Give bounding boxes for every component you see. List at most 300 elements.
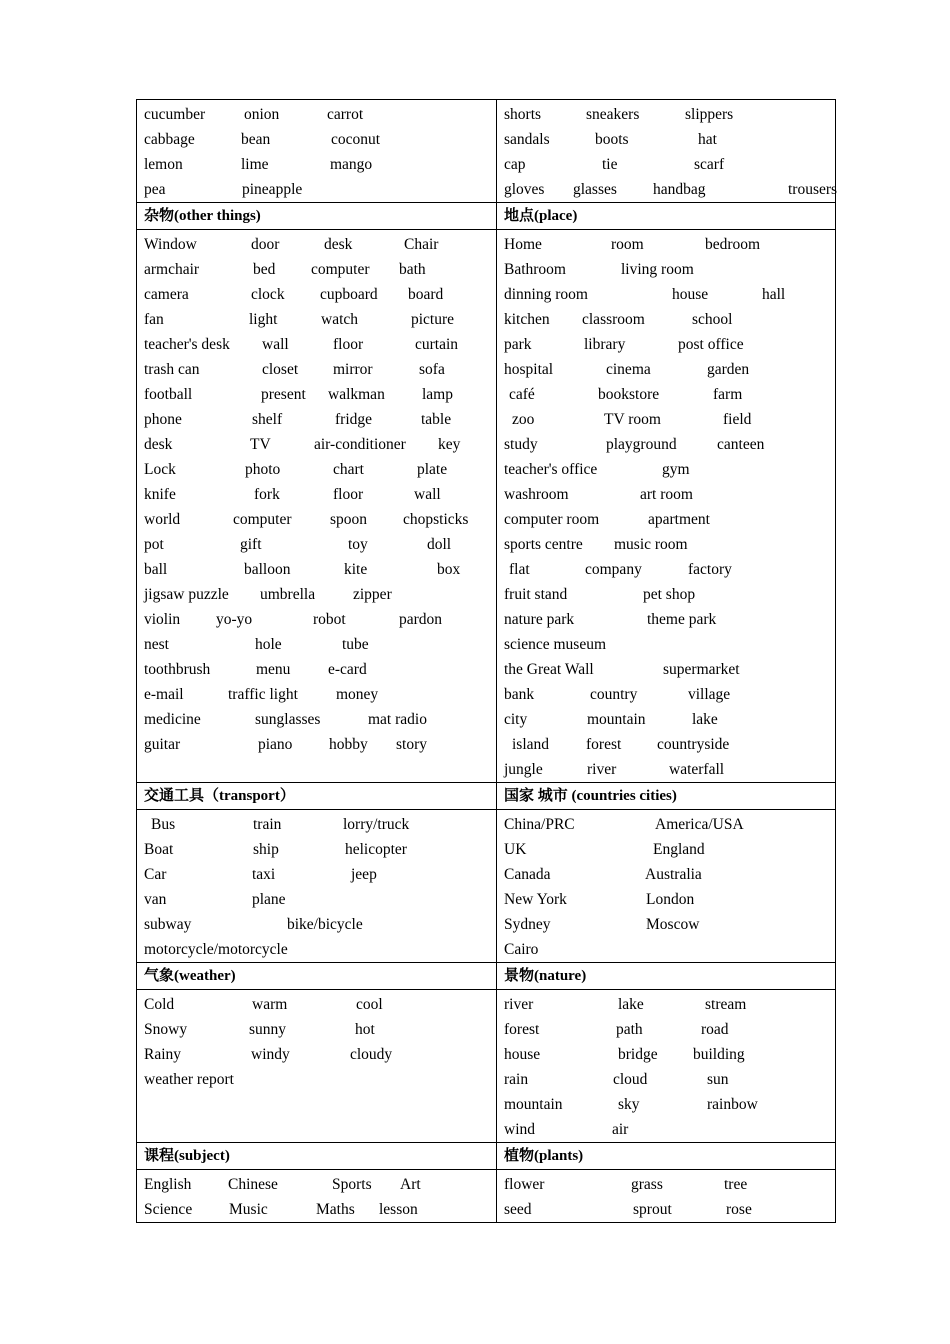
- word-computer: computer: [233, 511, 292, 528]
- word-school: school: [692, 311, 733, 328]
- word-plane: plane: [252, 891, 286, 908]
- word-slippers: slippers: [685, 106, 734, 123]
- right-word-list: [496, 230, 835, 782]
- word-line: [144, 307, 496, 332]
- word-menu: menu: [256, 661, 291, 678]
- word-computer: computer: [311, 261, 370, 278]
- word-rose: rose: [726, 1201, 752, 1218]
- word-cold: Cold: [144, 996, 175, 1013]
- word-cool: cool: [356, 996, 383, 1013]
- word-line: [144, 457, 496, 482]
- word-hobby: hobby: [329, 736, 368, 753]
- word-sydney: Sydney: [504, 916, 551, 933]
- word-sandals: sandals: [504, 131, 550, 148]
- word-line: [504, 332, 835, 357]
- word-cloudy: cloudy: [350, 1046, 393, 1063]
- word-factory: factory: [688, 561, 732, 578]
- word-pea: pea: [144, 181, 166, 198]
- word-line: [504, 102, 835, 127]
- word-zoo: zoo: [512, 411, 535, 428]
- word-river: river: [504, 996, 534, 1013]
- word-uk: UK: [504, 841, 527, 858]
- word-floor: floor: [333, 336, 364, 353]
- word-lock: Lock: [144, 461, 176, 478]
- word-line: [504, 457, 835, 482]
- word-line: [144, 1117, 496, 1142]
- word-music-room: music room: [614, 536, 688, 553]
- section-header-row: [137, 1142, 835, 1169]
- word-gloves: gloves: [504, 181, 545, 198]
- word-trash-can: trash can: [144, 361, 200, 378]
- word-lesson: lesson: [379, 1201, 418, 1218]
- word-line: [144, 1042, 496, 1067]
- word-fruit-stand: fruit stand: [504, 586, 568, 603]
- word-tie: tie: [602, 156, 618, 173]
- word-line: [144, 232, 496, 257]
- word-lamp: lamp: [422, 386, 453, 403]
- word-pineapple: pineapple: [242, 181, 303, 198]
- word-line: [144, 507, 496, 532]
- word-line: [504, 152, 835, 177]
- word-line: [144, 1172, 496, 1197]
- word-robot: robot: [313, 611, 346, 628]
- word-tv: TV: [250, 436, 271, 453]
- word-forest: forest: [586, 736, 622, 753]
- word-bed: bed: [253, 261, 276, 278]
- word-bank: bank: [504, 686, 535, 703]
- word-nest: nest: [144, 636, 169, 653]
- word-line: [504, 732, 835, 757]
- word-river: river: [587, 761, 617, 778]
- word-pet-shop: pet shop: [643, 586, 696, 603]
- word-onion: onion: [244, 106, 280, 123]
- word-light: light: [249, 311, 278, 328]
- word-rainbow: rainbow: [707, 1096, 758, 1113]
- word-carrot: carrot: [327, 106, 364, 123]
- word-music: Music: [229, 1201, 268, 1218]
- word-waterfall: waterfall: [669, 761, 725, 778]
- word-wind: wind: [504, 1121, 535, 1138]
- word-line: [144, 837, 496, 862]
- word-bath: bath: [399, 261, 426, 278]
- word-handbag: handbag: [653, 181, 706, 198]
- word-sofa: sofa: [419, 361, 445, 378]
- word-washroom: washroom: [504, 486, 569, 503]
- word-sports-centre: sports centre: [504, 536, 583, 553]
- word-rain: rain: [504, 1071, 529, 1088]
- word-grass: grass: [631, 1176, 663, 1193]
- word-line: [144, 127, 496, 152]
- word-doll: doll: [427, 536, 452, 553]
- left-word-list: [137, 230, 496, 782]
- word-football: football: [144, 386, 193, 403]
- word-sprout: sprout: [633, 1201, 672, 1218]
- word-line: [144, 887, 496, 912]
- left-word-list: [137, 810, 496, 962]
- word-lime: lime: [241, 156, 269, 173]
- word-house: house: [504, 1046, 541, 1063]
- word-line: [504, 532, 835, 557]
- word-england: England: [653, 841, 705, 858]
- section-header-row: [137, 782, 835, 809]
- word-line: [504, 382, 835, 407]
- word-shorts: shorts: [504, 106, 542, 123]
- word-lake: lake: [618, 996, 644, 1013]
- word-line: [144, 357, 496, 382]
- word-car: Car: [144, 866, 167, 883]
- word-line: [144, 657, 496, 682]
- word-cinema: cinema: [606, 361, 651, 378]
- word-maths: Maths: [316, 1201, 355, 1218]
- word-wall: wall: [414, 486, 441, 503]
- word-jigsaw-puzzle: jigsaw puzzle: [144, 586, 229, 603]
- word-line: [144, 732, 496, 757]
- section-body-row: [137, 1169, 835, 1222]
- word-cairo: Cairo: [504, 941, 539, 958]
- section-body-row: [137, 229, 835, 782]
- word-motorcycle-motorcycle: motorcycle/motorcycle: [144, 941, 288, 958]
- word-present: present: [261, 386, 306, 403]
- word-walkman: walkman: [328, 386, 385, 403]
- word-line: [144, 1017, 496, 1042]
- word-canada: Canada: [504, 866, 551, 883]
- word-line: [144, 757, 496, 782]
- word-line: [144, 152, 496, 177]
- word-shelf: shelf: [252, 411, 283, 428]
- word-flower: flower: [504, 1176, 545, 1193]
- word-world: world: [144, 511, 181, 528]
- word-island: island: [512, 736, 550, 753]
- word-art: Art: [400, 1176, 421, 1193]
- word-hot: hot: [355, 1021, 375, 1038]
- right-word-list: [496, 810, 835, 962]
- word-sky: sky: [618, 1096, 640, 1113]
- word-sunglasses: sunglasses: [255, 711, 321, 728]
- word-line: [504, 432, 835, 457]
- word-wall: wall: [262, 336, 289, 353]
- word-scarf: scarf: [694, 156, 725, 173]
- word-sneakers: sneakers: [586, 106, 640, 123]
- word-line: [144, 282, 496, 307]
- word-bathroom: Bathroom: [504, 261, 566, 278]
- word-curtain: curtain: [415, 336, 459, 353]
- section-title: 国家 城市 (countries cities): [496, 783, 835, 809]
- section-title: 气象(weather): [144, 968, 236, 984]
- word-supermarket: supermarket: [663, 661, 740, 678]
- word-line: [504, 357, 835, 382]
- section-body-row: [137, 809, 835, 962]
- word-line: [504, 1197, 835, 1222]
- word-piano: piano: [258, 736, 293, 753]
- word-fan: fan: [144, 311, 164, 328]
- word-bike-bicycle: bike/bicycle: [287, 916, 363, 933]
- word-bookstore: bookstore: [598, 386, 660, 403]
- word-cap: cap: [504, 156, 526, 173]
- word-fork: fork: [254, 486, 280, 503]
- word-countryside: countryside: [657, 736, 730, 753]
- word-kite: kite: [344, 561, 368, 578]
- word-violin: violin: [144, 611, 181, 628]
- word-chair: Chair: [404, 236, 439, 253]
- word-windy: windy: [251, 1046, 290, 1063]
- word-balloon: balloon: [244, 561, 291, 578]
- word-line: [504, 557, 835, 582]
- word-door: door: [251, 236, 280, 253]
- word-spoon: spoon: [330, 511, 368, 528]
- word-coconut: coconut: [331, 131, 381, 148]
- word-tv-room: TV room: [604, 411, 661, 428]
- word-photo: photo: [245, 461, 281, 478]
- word-playground: playground: [606, 436, 677, 453]
- word-boat: Boat: [144, 841, 174, 858]
- word-bedroom: bedroom: [705, 236, 761, 253]
- word-australia: Australia: [645, 866, 702, 883]
- word-path: path: [616, 1021, 643, 1038]
- word-line: [504, 992, 835, 1017]
- word-line: [144, 582, 496, 607]
- word-subway: subway: [144, 916, 192, 933]
- word-home: Home: [504, 236, 542, 253]
- word-building: building: [693, 1046, 745, 1063]
- word-toothbrush: toothbrush: [144, 661, 211, 678]
- word-chopsticks: chopsticks: [403, 511, 469, 528]
- word-trousers: trousers: [788, 181, 838, 198]
- word-caf: café: [509, 386, 535, 403]
- word-armchair: armchair: [144, 261, 200, 278]
- word-line: [504, 127, 835, 152]
- word-line: [504, 307, 835, 332]
- word-line: [144, 407, 496, 432]
- word-desk: desk: [324, 236, 353, 253]
- word-science: Science: [144, 1201, 193, 1218]
- word-ship: ship: [253, 841, 279, 858]
- word-line: [144, 1067, 496, 1092]
- word-pardon: pardon: [399, 611, 443, 628]
- word-line: [504, 177, 838, 202]
- word-apartment: apartment: [648, 511, 710, 528]
- right-word-list: [496, 100, 838, 202]
- word-clock: clock: [251, 286, 285, 303]
- word-warm: warm: [252, 996, 288, 1013]
- word-teacher-s-desk: teacher's desk: [144, 336, 230, 353]
- word-toy: toy: [348, 536, 368, 553]
- word-jeep: jeep: [351, 866, 377, 883]
- word-country: country: [590, 686, 638, 703]
- word-chart: chart: [333, 461, 364, 478]
- word-train: train: [253, 816, 282, 833]
- word-money: money: [336, 686, 379, 703]
- word-pot: pot: [144, 536, 164, 553]
- word-line: [504, 837, 835, 862]
- word-line: [144, 992, 496, 1017]
- word-snowy: Snowy: [144, 1021, 188, 1038]
- word-medicine: medicine: [144, 711, 201, 728]
- word-glasses: glasses: [573, 181, 617, 198]
- word-classroom: classroom: [582, 311, 645, 328]
- word-van: van: [144, 891, 167, 908]
- word-weather-report: weather report: [144, 1071, 234, 1088]
- word-flat: flat: [509, 561, 530, 578]
- section-title: 交通工具（transport）: [144, 788, 295, 804]
- section-body-row: [137, 989, 835, 1142]
- word-gift: gift: [240, 536, 262, 553]
- word-room: room: [611, 236, 644, 253]
- word-line: [144, 432, 496, 457]
- word-story: story: [396, 736, 427, 753]
- word-line: [504, 257, 835, 282]
- word-e-mail: e-mail: [144, 686, 184, 703]
- word-tube: tube: [342, 636, 369, 653]
- section-header-row: [137, 962, 835, 989]
- word-line: [504, 607, 835, 632]
- word-park: park: [504, 336, 532, 353]
- right-word-list: [496, 1170, 835, 1222]
- word-mat-radio: mat radio: [368, 711, 427, 728]
- left-word-list: [137, 1170, 496, 1222]
- word-line: [144, 707, 496, 732]
- word-tree: tree: [724, 1176, 748, 1193]
- word-post-office: post office: [678, 336, 744, 353]
- word-computer-room: computer room: [504, 511, 600, 528]
- word-line: [504, 1042, 835, 1067]
- word-board: board: [408, 286, 444, 303]
- word-line: [144, 1197, 496, 1222]
- word-lake: lake: [692, 711, 718, 728]
- section-title: 植物(plants): [496, 1143, 835, 1169]
- word-line: [504, 232, 835, 257]
- word-city: city: [504, 711, 528, 728]
- word-hat: hat: [698, 131, 717, 148]
- word-kitchen: kitchen: [504, 311, 550, 328]
- word-forest: forest: [504, 1021, 540, 1038]
- word-gym: gym: [662, 461, 690, 478]
- word-closet: closet: [262, 361, 299, 378]
- word-air: air: [612, 1121, 629, 1138]
- word-cucumber: cucumber: [144, 106, 206, 123]
- word-line: [504, 1067, 835, 1092]
- word-sun: sun: [707, 1071, 729, 1088]
- word-cabbage: cabbage: [144, 131, 195, 148]
- word-lorry-truck: lorry/truck: [343, 816, 410, 833]
- word-umbrella: umbrella: [260, 586, 316, 603]
- word-knife: knife: [144, 486, 176, 503]
- word-english: English: [144, 1176, 192, 1193]
- word-line: [504, 937, 835, 962]
- word-line: [504, 1172, 835, 1197]
- word-science-museum: science museum: [504, 636, 607, 653]
- word-key: key: [438, 436, 461, 453]
- word-line: [504, 1117, 835, 1142]
- word-lemon: lemon: [144, 156, 183, 173]
- word-line: [504, 707, 835, 732]
- word-line: [504, 407, 835, 432]
- word-london: London: [646, 891, 695, 908]
- word-table: table: [421, 411, 452, 428]
- word-cloud: cloud: [613, 1071, 648, 1088]
- word-study: study: [504, 436, 538, 453]
- section-title: 课程(subject): [144, 1148, 230, 1164]
- word-line: [144, 257, 496, 282]
- section-header-row: [137, 202, 835, 229]
- word-mountain: mountain: [504, 1096, 563, 1113]
- right-word-list: [496, 990, 835, 1142]
- word-bean: bean: [241, 131, 271, 148]
- section-title: 地点(place): [496, 203, 835, 229]
- word-america-usa: America/USA: [655, 816, 744, 833]
- word-guitar: guitar: [144, 736, 181, 753]
- word-e-card: e-card: [328, 661, 367, 678]
- word-yo-yo: yo-yo: [216, 611, 253, 628]
- word-camera: camera: [144, 286, 189, 303]
- word-field: field: [723, 411, 752, 428]
- word-line: [144, 912, 496, 937]
- word-traffic-light: traffic light: [228, 686, 298, 703]
- word-sunny: sunny: [249, 1021, 287, 1038]
- word-zipper: zipper: [353, 586, 392, 603]
- section-body-row: [137, 100, 838, 202]
- word-company: company: [585, 561, 642, 578]
- word-watch: watch: [321, 311, 359, 328]
- word-boots: boots: [595, 131, 629, 148]
- word-library: library: [584, 336, 626, 353]
- word-living-room: living room: [621, 261, 694, 278]
- word-dinning-room: dinning room: [504, 286, 588, 303]
- word-phone: phone: [144, 411, 182, 428]
- word-picture: picture: [411, 311, 455, 328]
- word-hole: hole: [255, 636, 282, 653]
- word-mango: mango: [330, 156, 373, 173]
- word-desk: desk: [144, 436, 173, 453]
- word-line: [144, 177, 496, 202]
- word-new-york: New York: [504, 891, 567, 908]
- word-bridge: bridge: [618, 1046, 658, 1063]
- word-nature-park: nature park: [504, 611, 575, 628]
- section-title: 杂物(other things): [144, 208, 261, 224]
- left-word-list: [137, 990, 496, 1142]
- vocabulary-table: [136, 99, 836, 1223]
- word-ball: ball: [144, 561, 168, 578]
- word-line: [144, 682, 496, 707]
- left-word-list: [137, 100, 496, 202]
- word-line: [504, 862, 835, 887]
- word-helicopter: helicopter: [345, 841, 407, 858]
- word-art-room: art room: [640, 486, 693, 503]
- word-line: [504, 507, 835, 532]
- word-jungle: jungle: [504, 761, 543, 778]
- word-floor: floor: [333, 486, 364, 503]
- section-title: 景物(nature): [496, 963, 835, 989]
- word-house: house: [672, 286, 709, 303]
- word-line: [504, 682, 835, 707]
- word-fridge: fridge: [335, 411, 373, 428]
- word-line: [144, 332, 496, 357]
- word-taxi: taxi: [252, 866, 276, 883]
- word-line: [504, 582, 835, 607]
- word-road: road: [701, 1021, 729, 1038]
- word-rainy: Rainy: [144, 1046, 182, 1063]
- word-plate: plate: [417, 461, 448, 478]
- word-bus: Bus: [151, 816, 176, 833]
- word-line: [504, 912, 835, 937]
- word-china-prc: China/PRC: [504, 816, 575, 833]
- word-teacher-s-office: teacher's office: [504, 461, 598, 478]
- word-line: [144, 532, 496, 557]
- word-cupboard: cupboard: [320, 286, 378, 303]
- word-line: [504, 1092, 835, 1117]
- word-line: [504, 757, 835, 782]
- word-theme-park: theme park: [647, 611, 717, 628]
- word-hall: hall: [762, 286, 786, 303]
